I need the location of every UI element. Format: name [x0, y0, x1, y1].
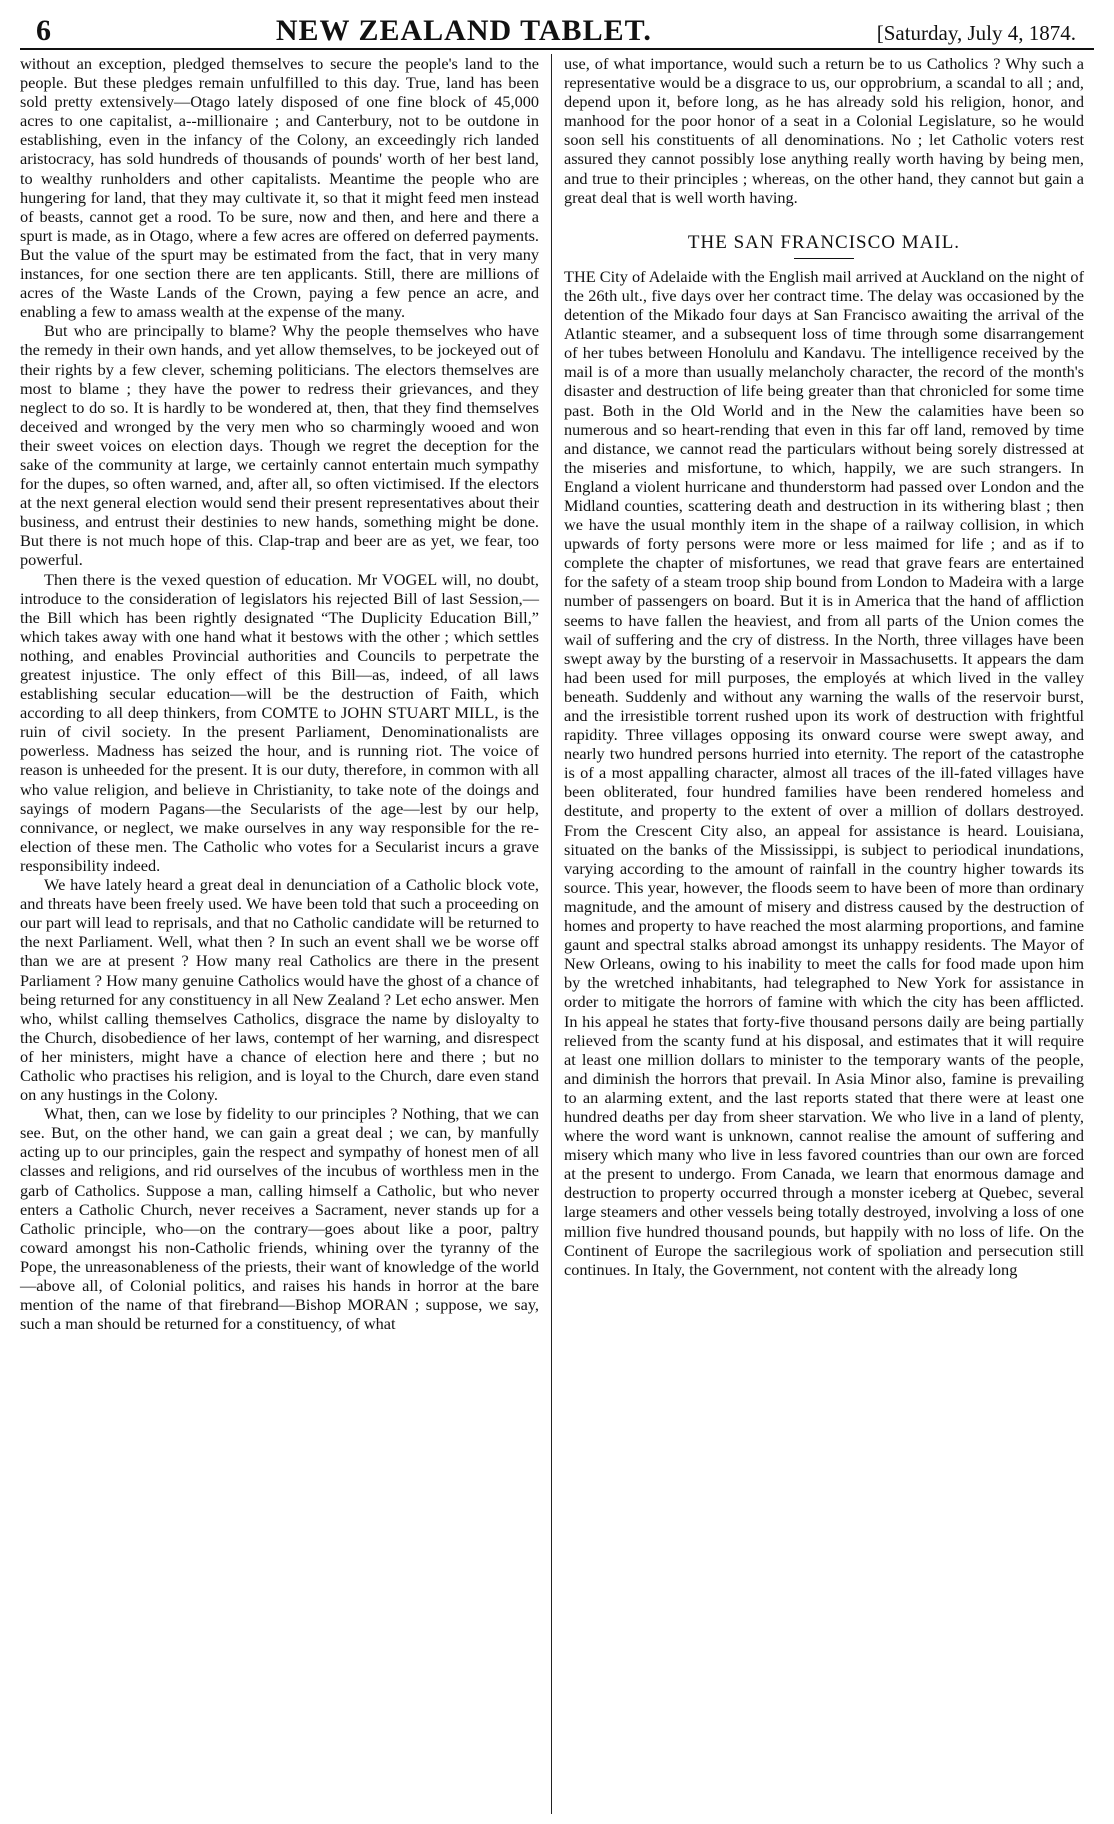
article-columns: [20, 54, 1094, 1814]
continued-paragraph: use, of what importance, would such a return be to us Catholics ? Why such a representative would be a disgrace to us, our opprobrium, a scandal to all ; and, depend upon it, before long, as he has already sold his religion, honor, and manhood for the poor honor of a seat in a Colonial Legislature, so he would soon sell his constituents of all denominations. No ; let Catholic voters rest assured they cannot possibly lose anything really worth having by being men, and true to their principles ; whereas, on the other hand, they cannot but gain a great deal that is well worth having.: [564, 54, 1084, 207]
masthead: [20, 14, 1094, 48]
section-rule: [794, 258, 854, 259]
header-rule: [20, 48, 1094, 50]
article-text: City of Adelaide with the English mail arrived at Auckland on the night of the 26th ult., five days over her contract time. The delay was occasioned by the detention of the Mikado four days at San Francisco awaiting the arrival of the Atlantic steamer, and a subsequent loss of time through some disarrangement of her tubes between Honolulu and Kandavu. The intelligence received by the mail is of a more than usually melancholy character, the record of the month's disaster and destruction of life being greater than that chronicled for some time past. Both in the Old World and in the New the calamities have been so numerous and so heart-rending that even in this far off land, removed by time and distance, we cannot read the particulars without being sorely distressed at the miseries and misfortune, to which, happily, we are such strangers. In England a violent hurricane and thunderstorm had passed over London and the Midland counties, scattering death and destruction in its withering blast ; then we have the usual monthly item in the shape of a railway collision, in which upwards of forty persons were more or less maimed for life ; and as if to complete the chapter of misfortunes, we read that grave fears are entertained for the safety of a steam troop ship bound from London to Madeira with a large number of passengers on board. But it is in America that the hand of affliction seems to have fallen the heaviest, and from all parts of the Union comes the wail of suffering and the cry of distress. In the North, three villages have been swept away by the bursting of a reservoir in Massachusetts. It appears the dam had been used for mill purposes, the employés at which lived in the valley beneath. Suddenly and without any warning the walls of the reservoir burst, and the irresistible torrent rushed upon its work of destruction with frightful rapidity. Three villages opposing its onward course were swept away, and nearly two hundred persons hurried into eternity. The report of the catastrophe is of a most appalling character, almost all traces of the ill-fated villages have been obliterated, four hundred families have been rendered homeless and destitute, and property to the extent of over a million of dollars destroyed. From the Crescent City also, an appeal for assistance is heard. Louisiana, situated on the banks of the Mississippi, is subject to periodical inundations, varying according to the amount of rainfall in the country higher towards its source. This year, however, the floods seem to have been of more than ordinary magnitude, and the amount of misery and distress caused by the destruction of homes and property to have reached the most alarming proportions, and famine gaunt and spectral stalks abroad amongst its unhappy residents. The Mayor of New Orleans, owing to his inability to meet the calls for food made upon him by the wretched inhabitants, had telegraphed to New York for assistance in order to mitigate the horrors of famine with which the city has been afflicted. In his appeal he states that forty-five thousand persons daily are being partially relieved from the scanty fund at his disposal, and estimates that it will require at least one million dollars to minister to the temporary wants of the people, and diminish the horrors that prevail. In Asia Minor also, famine is prevailing to an alarming extent, and the last reports stated that there were at least one hundred deaths per day from sheer starvation. We who live in a land of plenty, where the word want is unknown, cannot realise the amount of suffering and misery which many who live in less favored countries than our own are forced at the present to undergo. From Canada, we learn that enormous damage and destruction to property occurred through a monster iceberg at Quebec, several large steamers and other vessels being totally destroyed, involving a loss of one million five hundred thousand pounds, but happily with no loss of life. On the Continent of Europe the sacrilegious work of spoliation and persecution still continues. In Italy, the Government, not content with the already long: [564, 266, 1084, 1279]
paragraph: We have lately heard a great deal in denunciation of a Catholic block vote, and threats have been freely used. We have been told that such a proceeding on our part will lead to reprisals, and that no Catholic candidate will be returned to the next Parliament. Well, what then ? In such an event shall we be worse off than we are at present ? How many real Catholics are there in the present Parliament ? How many genuine Catholics would have the ghost of a chance of being returned for any constituency in all New Zealand ? Let echo answer. Men who, whilst calling themselves Catholics, disgrace the name by disloyalty to the Church, disobedience of her laws, contempt of her warning, and disrespect of her ministers, might have a chance of election here and there ; but no Catholic who practises his religion, and is loyal to the Church, dare even stand on any hustings in the Colony.: [20, 875, 539, 1105]
section-title: THE SAN FRANCISCO MAIL.: [687, 231, 961, 253]
right-column: [552, 54, 1084, 1814]
newspaper-title: NEW ZEALAND TABLET.: [275, 14, 652, 47]
article-body: [564, 267, 1084, 1279]
left-column: [20, 54, 552, 1814]
article-lead: THE: [564, 266, 596, 286]
paragraph: Then there is the vexed question of education. Mr VOGEL will, no doubt, introduce to the consideration of legislators his rejected Bill of last Session,—the Bill which has been rightly designated “The Duplicity Education Bill,” which takes away with one hand what it bestows with the other ; which settles nothing, and enables Provincial authorities and Councils to perpetrate the greatest injustice. The only effect of this Bill—as, indeed, of all laws establishing secular education—will be the destruction of Faith, which according to all deep thinkers, from COMTE to JOHN STUART MILL, is the ruin of civil society. In the present Parliament, Denominationalists are powerless. Madness has seized the hour, and is running riot. The voice of reason is unheeded for the present. It is our duty, therefore, in common with all who value religion, and believe in Christianity, to take note of the doings and sayings of modern Pagans—the Secularists of the age—lest by our help, connivance, or neglect, we make ourselves in any way responsible for the re-election of these men. The Catholic who votes for a Secularist incurs a grave responsibility indeed.: [20, 569, 539, 875]
page-number: 6: [36, 14, 51, 47]
issue-date: [Saturday, July 4, 1874.: [876, 21, 1076, 45]
paragraph: without an exception, pledged themselves to secure the people's land to the people. But these pledges remain unfulfilled to this day. True, land has been sold pretty extensively—Otago lately disposed of one fine block of 45,000 acres to one capitalist, a--millionaire ; and Canterbury, not to be outdone in establishing, even in the infancy of the Colony, an exceedingly rich landed aristocracy, has sold hundreds of thousands of pounds' worth of her best land, to wealthy runholders and other capitalists. Meantime the people who are hungering for land, that they may cultivate it, so that it might feed men instead of beasts, cannot get a rood. To be sure, now and then, and here and there a spurt is made, as in Otago, where a few acres are offered on deferred payments. But the value of the spurt may be estimated from the fact, that in very many instances, for one section there are ten applicants. Still, there are millions of acres of the Waste Lands of the Crown, paying a few pence an acre, and enabling a few to amass wealth at the expense of the many.: [20, 54, 539, 322]
paragraph: But who are principally to blame? Why the people themselves who have the remedy in their own hands, and yet allow themselves, to be jockeyed out of their rights by a few clever, scheming politicians. The electors themselves are most to blame ; they have the power to redress their grievances, and they neglect to do so. It is hardly to be wondered at, then, that they find themselves deceived and wronged by the very men who so charmingly wooed and won their sweet voices on election days. Though we regret the deception for the sake of the community at large, we certainly cannot entertain much sympathy for the dupes, so often warned, and, after all, so often victimised. If the electors at the next general election would send their present representatives about their business, and entrust their destinies to new hands, something might be done. But there is not much hope of this. Clap-trap and beer are as yet, we fear, too powerful.: [20, 321, 539, 570]
paragraph: What, then, can we lose by fidelity to our principles ? Nothing, that we can see. But, on the other hand, we can gain a great deal ; we can, by manfully acting up to our principles, gain the respect and sympathy of honest men of all classes and religions, and rid ourselves of the incubus of worthless men in the garb of Catholics. Suppose a man, calling himself a Catholic, but who never enters a Catholic Church, never receives a Sacrament, never stands up for a Catholic principle, who—on the contrary—goes about like a poor, paltry coward amongst his non-Catholic friends, whining over the tyranny of the Pope, the unreasonableness of the priests, their want of knowledge of the world—above all, of Colonial politics, and raises his hands in horror at the bare mention of the name of that firebrand—Bishop MORAN ; suppose, we say, such a man should be returned for a constituency, of what: [20, 1104, 539, 1334]
